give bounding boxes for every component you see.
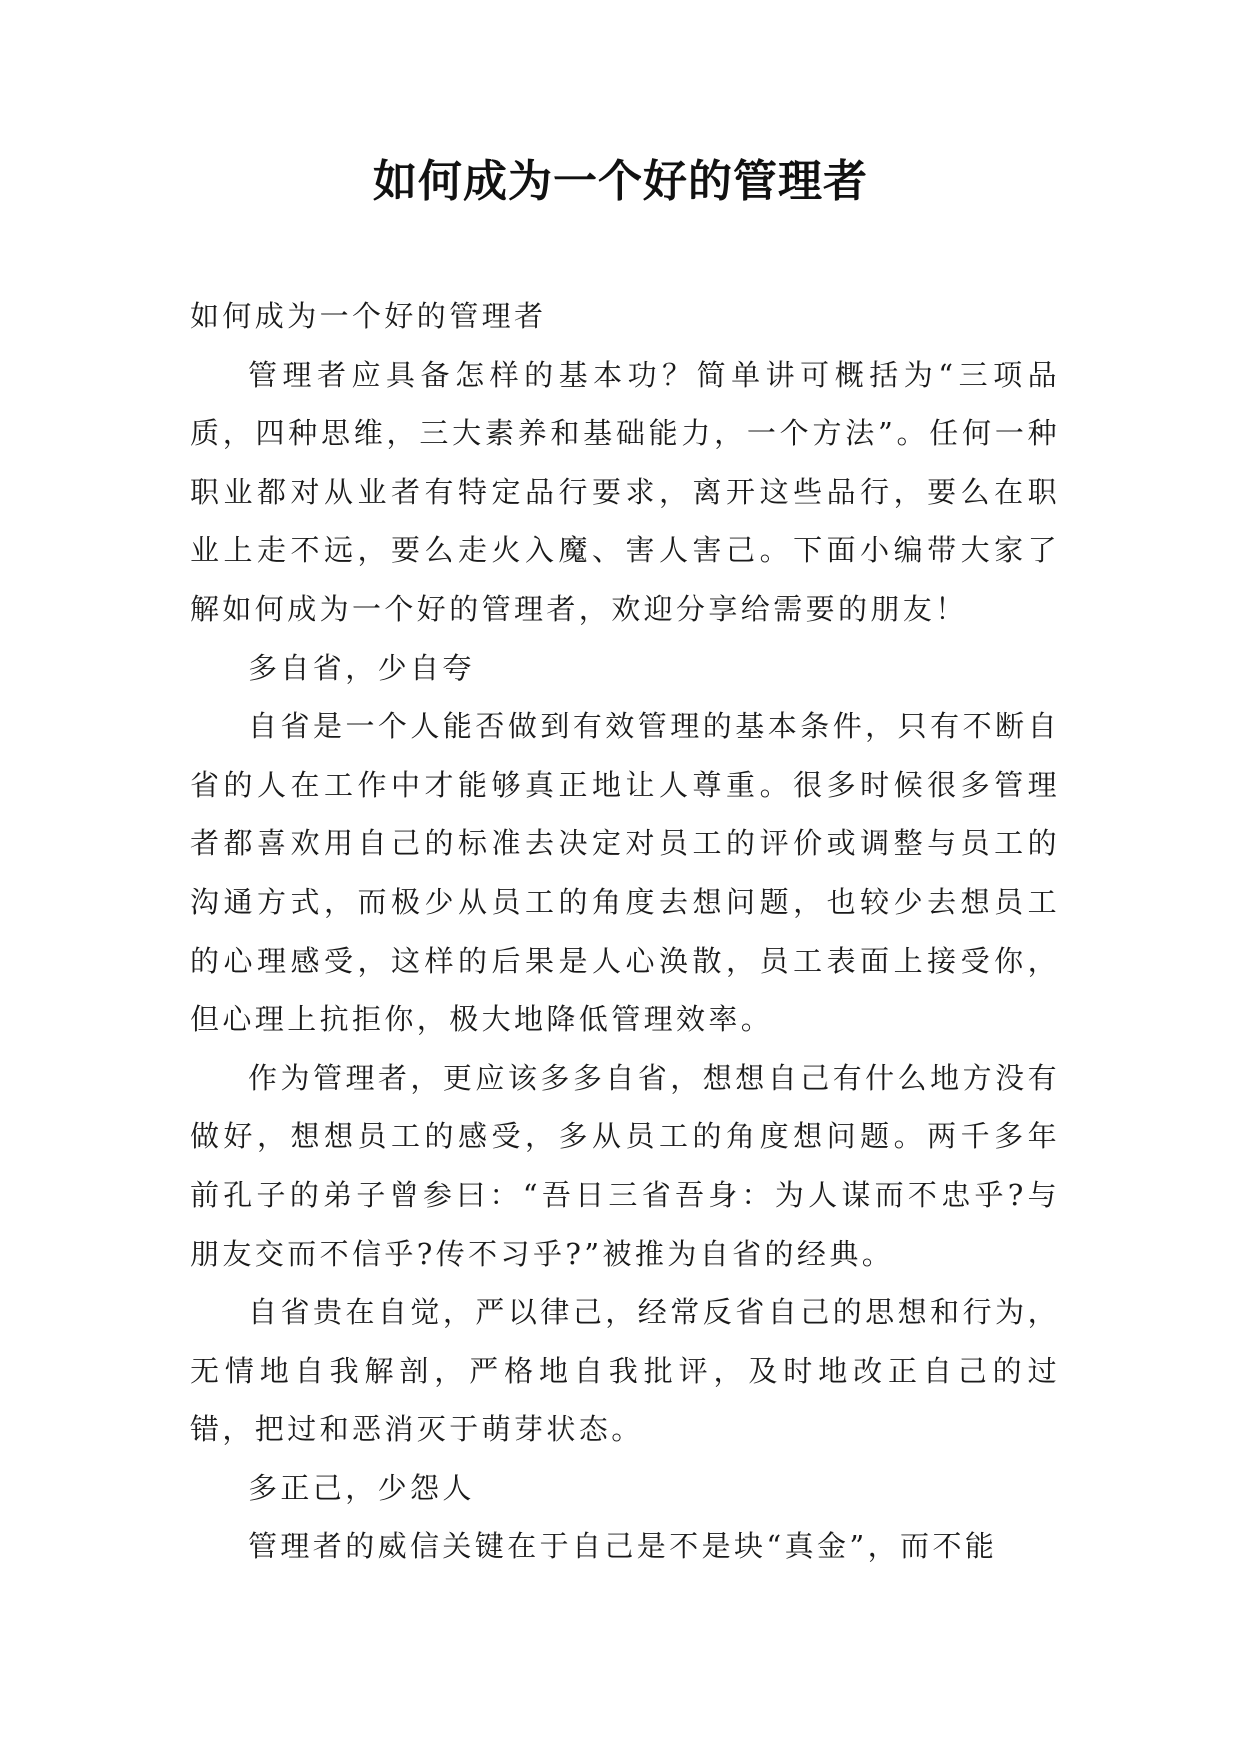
paragraph-self-reflection: 自省是一个人能否做到有效管理的基本条件，只有不断自省的人在工作中才能够真正地让人尊重。很多时候很多管理者都喜欢用自己的标准去决定对员工的评价或调整与员工的沟通方式，而极少从员工的角度去想问题，也较少去想员工的心理感受，这样的后果是人心涣散，员工表面上接受你，但心理上抗拒你，极大地降低管理效率。 [190,709,1060,1037]
document-body [190,287,1060,1576]
document-title: 如何成为一个好的管理者 [373,156,868,207]
paragraph-intro: 管理者应具备怎样的基本功？简单讲可概括为“三项品质，四种思维，三大素养和基础能力，一个方法”。任何一种职业都对从业者有特定品行要求，离开这些品行，要么在职业上走不远，要么走火入魔、害人害己。下面小编带大家了解如何成为一个好的管理者，欢迎分享给需要的朋友！ [190,357,1060,626]
paragraph-manager-reflection: 作为管理者，更应该多多自省，想想自己有什么地方没有做好，想想员工的感受，多从员工的角度想问题。两千多年前孔子的弟子曾参曰：“吾日三省吾身：为人谋而不忠乎?与朋友交而不信乎?传不习乎?”被推为自省的经典。 [190,1060,1060,1271]
section-heading-correct-self: 多正己，少怨人 [248,1470,475,1505]
paragraph-authority: 管理者的威信关键在于自己是不是块“真金”，而不能 [248,1529,998,1564]
paragraph-heading: 如何成为一个好的管理者 [190,299,547,333]
paragraph-self-discipline: 自省贵在自觉，严以律己，经常反省自己的思想和行为，无情地自我解剖，严格地自我批评，及时地改正自己的过错，把过和恶消灭于萌芽状态。 [190,1295,1060,1447]
section-heading-self-reflection: 多自省，少自夸 [248,650,475,685]
